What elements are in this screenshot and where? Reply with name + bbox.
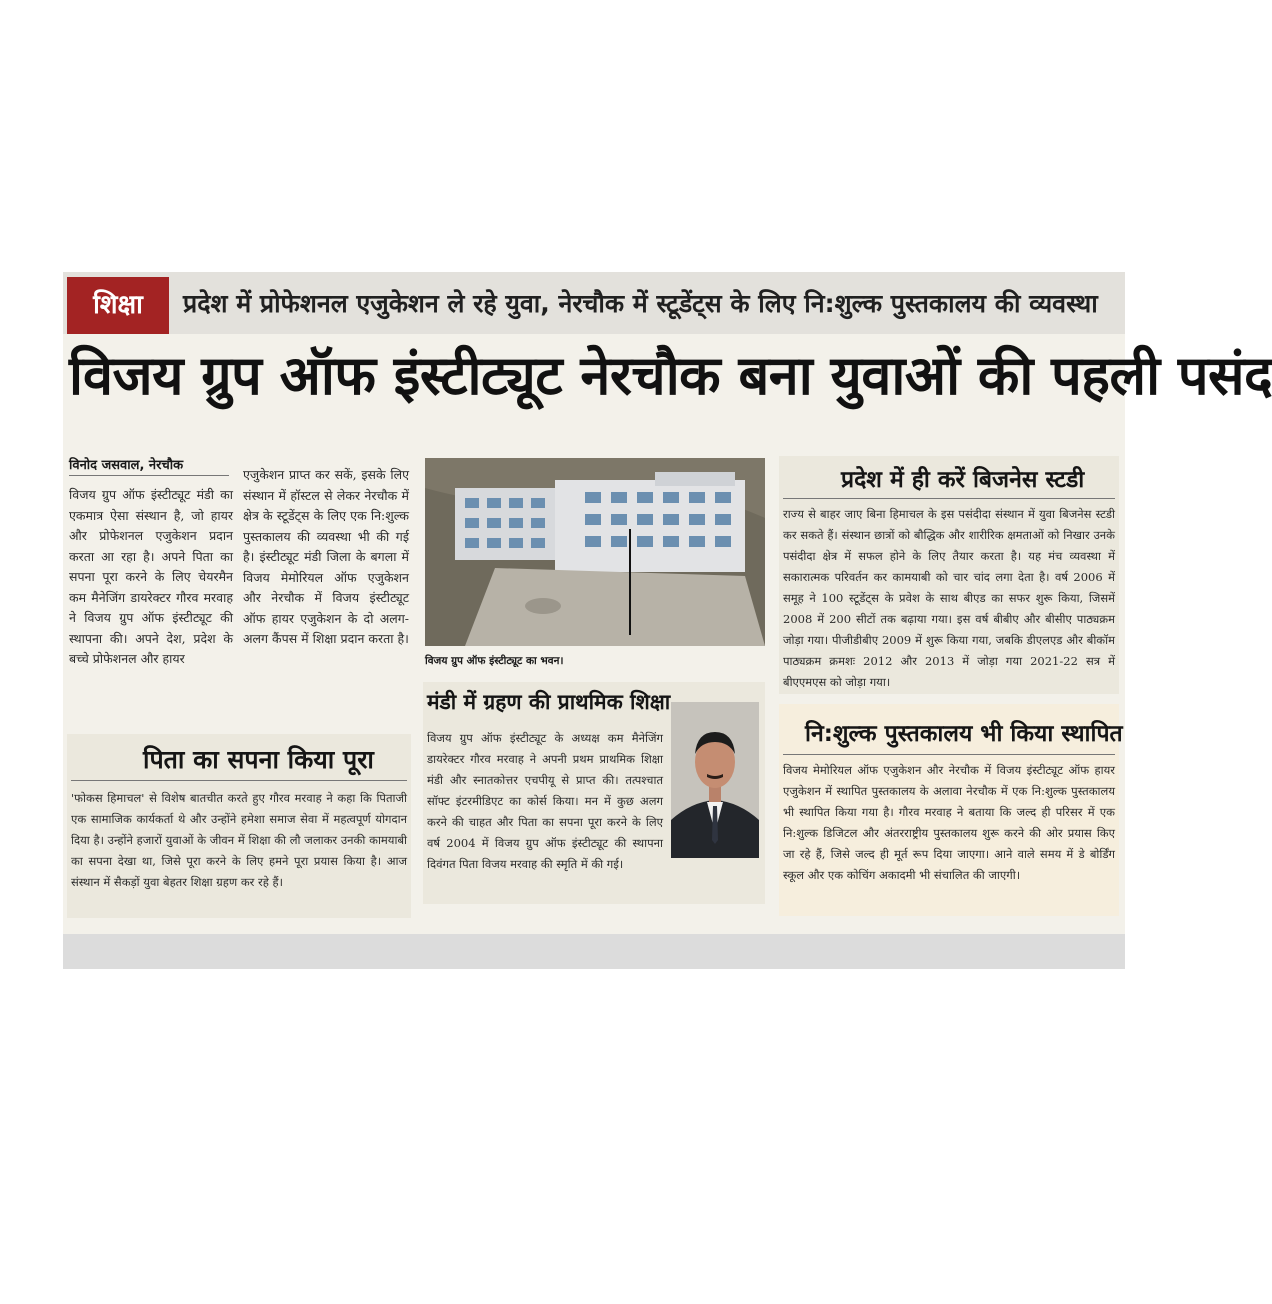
library-subhead: नि:शुल्क पुस्तकालय भी किया स्थापित — [805, 721, 1123, 747]
business-text: राज्य से बाहर जाए बिना हिमाचल के इस पसंदीदा संस्थान में युवा बिजनेस स्टडी कर सकते हैं। संस्थान छात्रों को बौद्धिक और शारीरिक क्षमताओं को निखार उनके पसंदीदा क्षेत्र में सफल होने के लिए तैयार करता है। यह मंच व्यवस्था में सकारात्मक परिवर्तन कर कामयाबी को चार चांद लगा देता है। वर्ष 2006 में समूह ने 100 स्टूडेंट्स के प्रवेश के साथ बीएड का सफर शुरू किया, जिसमें 2008 में 200 सीटों तक बढ़ाया गया। इस वर्ष बीबीए और बीसीए पाठ्यक्रम जोड़ा गया। पीजीडीबीए 2009 में शुरू किया गया, जबकि डीएलएड और बीकॉम पाठ्यक्रम क्रमशः 2012 और 2013 में जोड़ा गया 2021-22 सत्र में बीएएमएस को जोड़ा गया। — [783, 507, 1115, 689]
father-subhead: पिता का सपना किया पूरा — [143, 745, 374, 774]
main-headline: विजय ग्रुप ऑफ इंस्टीट्यूट नेरचौक बना युवाओं की पहली पसंद — [69, 344, 1272, 407]
top-banner — [63, 272, 1125, 334]
section-tag: शिक्षा — [67, 277, 169, 334]
column-2-text: एजुकेशन प्राप्त कर सकें, इसके लिए संस्थान में हॉस्टल से लेकर नेरचौक में क्षेत्र के स्टूडेंट्स के लिए एक नि:शुल्क पुस्तकालय की व्यवस्था भी की गई है। इंस्टीट्यूट मंडी जिला के बगला में विजय मेमोरियल ऑफ एजुकेशन और नेरचौक में विजय इंस्टीट्यूट ऑफ हायर एजुकेशन के दो अलग-अलग कैंपस में शिक्षा प्रदान करता है। — [243, 467, 409, 646]
library-section — [779, 704, 1123, 916]
business-rule — [783, 498, 1115, 499]
vertical-marker — [629, 529, 631, 635]
mandi-subhead: मंडी में ग्रहण की प्राथमिक शिक्षा — [427, 690, 671, 714]
building-photo — [425, 458, 765, 646]
library-text: विजय मेमोरियल ऑफ एजुकेशन और नेरचौक में विजय इंस्टीट्यूट ऑफ हायर एजुकेशन में स्थापित पुस्तकालय के अलावा नेरचौक में एक नि:शुल्क पुस्तकालय भी स्थापित किया गया है। गौरव मरवाह ने बताया कि जल्द ही परिसर में एक नि:शुल्क डिजिटल और अंतरराष्ट्रीय पुस्तकालय शुरू करने की ओर प्रयास किए जा रहे हैं, जिसे जल्द ही मूर्त रूप दिया जाएगा। आने वाले समय में डे बोर्डिंग स्कूल और एक कोचिंग अकादमी भी संचालित की जाएगी। — [783, 763, 1115, 882]
byline-rule — [69, 475, 229, 476]
portrait-photo — [671, 702, 759, 858]
father-rule — [71, 780, 407, 781]
business-section — [779, 456, 1119, 694]
mandi-text: विजय ग्रुप ऑफ इंस्टीट्यूट के अध्यक्ष कम मैनेजिंग डायरेक्टर गौरव मरवाह ने अपनी प्रथम प्राथमिक शिक्षा मंडी और स्नातकोत्तर एचपीयू से प्राप्त की। तत्पश्चात सॉफ्ट इंटरमीडिएट का कोर्स किया। मन में कुछ अलग करने की चाहत और पिता का सपना पूरा करने के लिए वर्ष 2004 में विजय ग्रुप ऑफ इंस्टीट्यूट की स्थापना दिवंगत पिता विजय मरवाह की स्मृति में की गई। — [427, 731, 663, 871]
kicker-line: प्रदेश में प्रोफेशनल एजुकेशन ले रहे युवा, नेरचौक में स्टूडेंट्स के लिए नि:शुल्क पुस्तकालय की व्यवस्था — [183, 289, 1098, 318]
library-rule — [783, 754, 1115, 755]
newspaper-clipping — [63, 272, 1272, 969]
photo-caption: विजय ग्रुप ऑफ इंस्टीट्यूट का भवन। — [425, 655, 564, 667]
business-subhead: प्रदेश में ही करें बिजनेस स्टडी — [841, 467, 1085, 493]
father-text: 'फोकस हिमाचल' से विशेष बातचीत करते हुए गौरव मरवाह ने कहा कि पिताजी एक सामाजिक कार्यकर्ता थे और उन्होंने हमेशा समाज सेवा में महत्वपूर्ण योगदान दिया है। उन्होंने हजारों युवाओं के जीवन में शिक्षा की लौ जलाकर उनकी कामयाबी का सपना देखा था, जिसे पूरा करने के लिए हमने पूरा प्रयास किया है। आज संस्थान में सैकड़ों युवा बेहतर शिक्षा ग्रहण कर रहे हैं। — [71, 791, 407, 889]
column-1-text: विजय ग्रुप ऑफ इंस्टीट्यूट मंडी का एकमात्र ऐसा संस्थान है, जो हायर और प्रोफेशनल एजुकेशन प्रदान करता आ रहा है। अपने पिता का सपना पूरा करने के लिए चेयरमैन कम मैनेजिंग डायरेक्टर गौरव मरवाह ने विजय ग्रुप ऑफ इंस्टीट्यूट की स्थापना की। अपने देश, प्रदेश के बच्चे प्रोफेशनल और हायर — [69, 487, 233, 666]
byline: विनोद जसवाल, नेरचौक — [69, 458, 184, 473]
father-section — [67, 734, 411, 918]
bottom-strip — [63, 934, 1125, 969]
